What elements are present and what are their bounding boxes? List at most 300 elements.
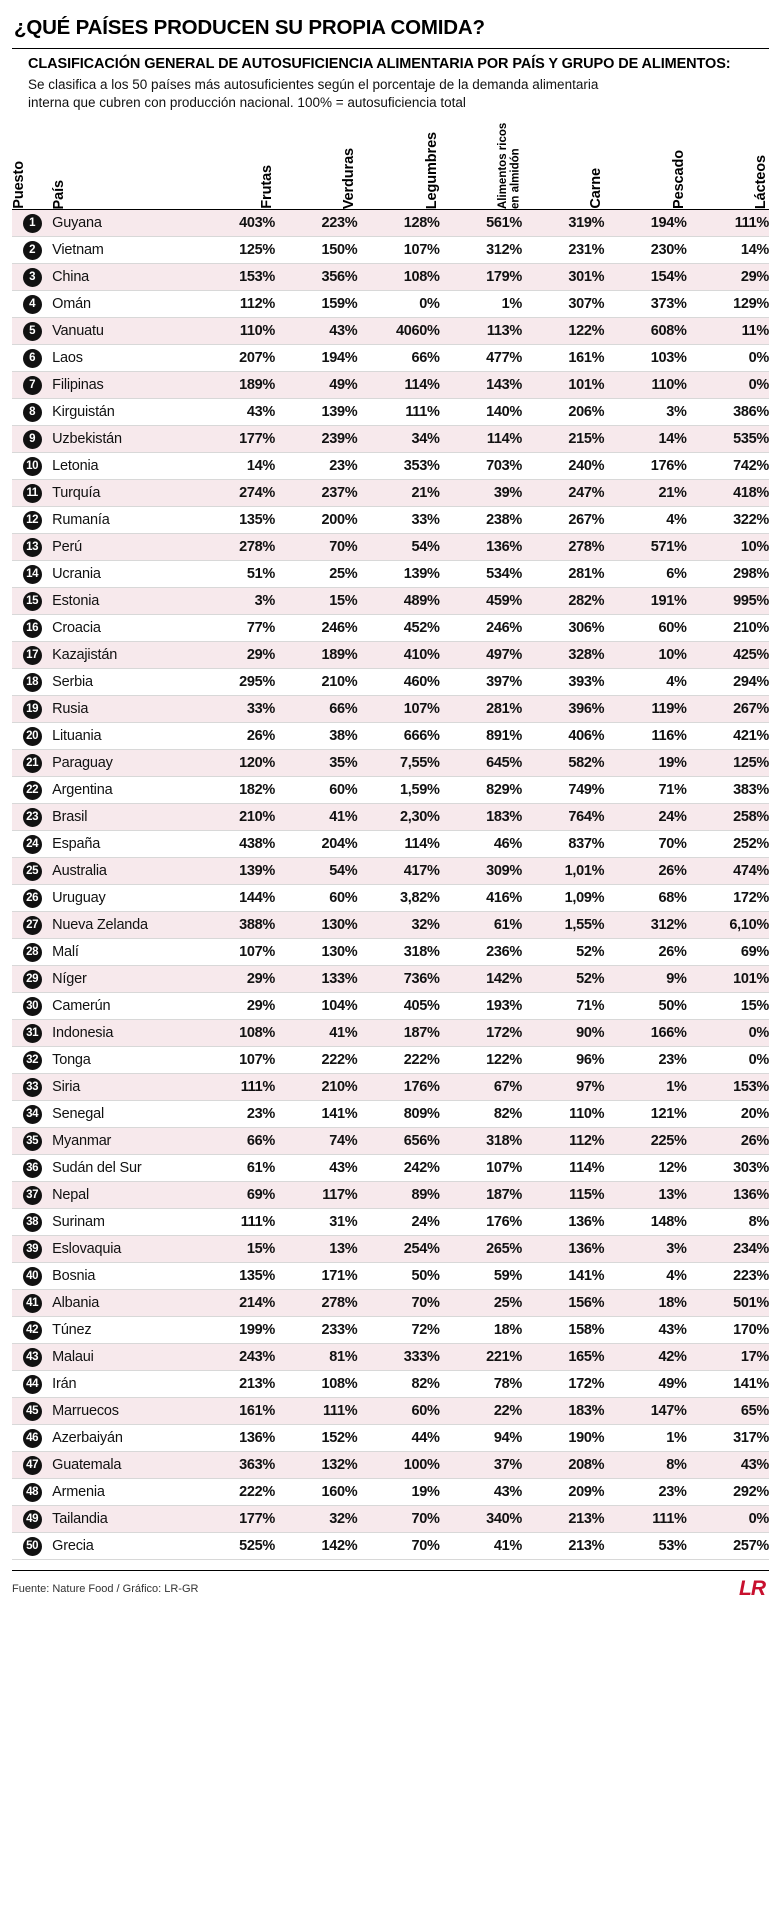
- value-cell: 477%: [440, 345, 522, 372]
- rank-badge: 37: [23, 1186, 42, 1205]
- table-row: [12, 723, 769, 750]
- value-cell: 317%: [687, 1425, 769, 1452]
- ranking-table: [12, 117, 769, 1560]
- value-cell: 656%: [357, 1128, 439, 1155]
- value-cell: 32%: [357, 912, 439, 939]
- value-cell: 183%: [522, 1398, 604, 1425]
- table-row: [12, 1479, 769, 1506]
- value-cell: 12%: [604, 1155, 686, 1182]
- value-cell: 645%: [440, 750, 522, 777]
- value-cell: 303%: [687, 1155, 769, 1182]
- value-cell: 108%: [357, 264, 439, 291]
- value-cell: 33%: [193, 696, 275, 723]
- rank-cell: [12, 1128, 52, 1155]
- value-cell: 26%: [687, 1128, 769, 1155]
- country-cell: Sudán del Sur: [52, 1155, 193, 1182]
- value-cell: 35%: [275, 750, 357, 777]
- value-cell: 121%: [604, 1101, 686, 1128]
- value-cell: 0%: [687, 345, 769, 372]
- rank-badge: 12: [23, 511, 42, 530]
- value-cell: 60%: [275, 885, 357, 912]
- value-cell: 281%: [522, 561, 604, 588]
- value-cell: 70%: [275, 534, 357, 561]
- value-cell: 69%: [687, 939, 769, 966]
- country-cell: España: [52, 831, 193, 858]
- value-cell: 135%: [193, 1263, 275, 1290]
- value-cell: 114%: [357, 372, 439, 399]
- value-cell: 0%: [687, 1047, 769, 1074]
- value-cell: 318%: [440, 1128, 522, 1155]
- value-cell: 43%: [440, 1479, 522, 1506]
- value-cell: 119%: [604, 696, 686, 723]
- value-cell: 309%: [440, 858, 522, 885]
- value-cell: 8%: [604, 1452, 686, 1479]
- value-cell: 353%: [357, 453, 439, 480]
- country-cell: Senegal: [52, 1101, 193, 1128]
- country-cell: Argentina: [52, 777, 193, 804]
- value-cell: 70%: [357, 1506, 439, 1533]
- country-cell: Azerbaiyán: [52, 1425, 193, 1452]
- value-cell: 72%: [357, 1317, 439, 1344]
- value-cell: 318%: [357, 939, 439, 966]
- value-cell: 142%: [275, 1533, 357, 1560]
- rank-cell: [12, 1533, 52, 1560]
- value-cell: 246%: [275, 615, 357, 642]
- value-cell: 14%: [193, 453, 275, 480]
- value-cell: 54%: [357, 534, 439, 561]
- rank-cell: [12, 1236, 52, 1263]
- value-cell: 1%: [440, 291, 522, 318]
- value-cell: 82%: [357, 1371, 439, 1398]
- rank-badge: 40: [23, 1267, 42, 1286]
- value-cell: 6,10%: [687, 912, 769, 939]
- value-cell: 416%: [440, 885, 522, 912]
- country-cell: Níger: [52, 966, 193, 993]
- value-cell: 26%: [193, 723, 275, 750]
- rank-cell: [12, 1506, 52, 1533]
- value-cell: 0%: [687, 372, 769, 399]
- value-cell: 66%: [193, 1128, 275, 1155]
- value-cell: 231%: [522, 237, 604, 264]
- value-cell: 122%: [522, 318, 604, 345]
- value-cell: 213%: [193, 1371, 275, 1398]
- rank-badge: 6: [23, 349, 42, 368]
- value-cell: 837%: [522, 831, 604, 858]
- value-cell: 172%: [440, 1020, 522, 1047]
- value-cell: 150%: [275, 237, 357, 264]
- rank-cell: [12, 858, 52, 885]
- value-cell: 43%: [275, 318, 357, 345]
- value-cell: 383%: [687, 777, 769, 804]
- country-cell: Tonga: [52, 1047, 193, 1074]
- rank-cell: [12, 1317, 52, 1344]
- rank-cell: [12, 588, 52, 615]
- rank-badge: 36: [23, 1159, 42, 1178]
- table-row: [12, 1452, 769, 1479]
- rank-badge: 11: [23, 484, 42, 503]
- value-cell: 18%: [604, 1290, 686, 1317]
- value-cell: 405%: [357, 993, 439, 1020]
- rank-cell: [12, 318, 52, 345]
- value-cell: 438%: [193, 831, 275, 858]
- rank-cell: [12, 561, 52, 588]
- table-row: [12, 1344, 769, 1371]
- value-cell: 136%: [522, 1236, 604, 1263]
- value-cell: 29%: [193, 993, 275, 1020]
- value-cell: 41%: [275, 1020, 357, 1047]
- value-cell: 307%: [522, 291, 604, 318]
- rank-badge: 43: [23, 1348, 42, 1367]
- value-cell: 239%: [275, 426, 357, 453]
- value-cell: 247%: [522, 480, 604, 507]
- value-cell: 7,55%: [357, 750, 439, 777]
- value-cell: 194%: [604, 210, 686, 237]
- value-cell: 222%: [357, 1047, 439, 1074]
- value-cell: 183%: [440, 804, 522, 831]
- table-row: [12, 1155, 769, 1182]
- value-cell: 111%: [275, 1398, 357, 1425]
- table-row: [12, 966, 769, 993]
- value-cell: 189%: [275, 642, 357, 669]
- column-label-rank: Puesto: [11, 161, 27, 209]
- country-cell: Uruguay: [52, 885, 193, 912]
- value-cell: 46%: [440, 831, 522, 858]
- rank-badge: 48: [23, 1483, 42, 1502]
- value-cell: 70%: [604, 831, 686, 858]
- table-row: [12, 1101, 769, 1128]
- value-cell: 136%: [522, 1209, 604, 1236]
- value-cell: 535%: [687, 426, 769, 453]
- table-row: [12, 1371, 769, 1398]
- value-cell: 34%: [357, 426, 439, 453]
- value-cell: 221%: [440, 1344, 522, 1371]
- table-row: [12, 588, 769, 615]
- value-cell: 103%: [604, 345, 686, 372]
- rank-badge: 23: [23, 808, 42, 827]
- value-cell: 1,01%: [522, 858, 604, 885]
- value-cell: 115%: [522, 1182, 604, 1209]
- rank-badge: 26: [23, 889, 42, 908]
- rank-cell: [12, 1155, 52, 1182]
- table-row: [12, 318, 769, 345]
- value-cell: 278%: [522, 534, 604, 561]
- value-cell: 187%: [440, 1182, 522, 1209]
- value-cell: 108%: [193, 1020, 275, 1047]
- rank-cell: [12, 291, 52, 318]
- value-cell: 208%: [522, 1452, 604, 1479]
- table-row: [12, 993, 769, 1020]
- value-cell: 312%: [604, 912, 686, 939]
- table-row: [12, 372, 769, 399]
- value-cell: 67%: [440, 1074, 522, 1101]
- value-cell: 298%: [687, 561, 769, 588]
- table-row: [12, 561, 769, 588]
- column-header-starchy: [440, 117, 522, 210]
- value-cell: 243%: [193, 1344, 275, 1371]
- country-cell: Ucrania: [52, 561, 193, 588]
- table-row: [12, 1398, 769, 1425]
- rank-cell: [12, 1047, 52, 1074]
- value-cell: 474%: [687, 858, 769, 885]
- rank-badge: 20: [23, 727, 42, 746]
- value-cell: 171%: [275, 1263, 357, 1290]
- value-cell: 9%: [604, 966, 686, 993]
- rank-cell: [12, 885, 52, 912]
- country-cell: Marruecos: [52, 1398, 193, 1425]
- value-cell: 190%: [522, 1425, 604, 1452]
- value-cell: 43%: [275, 1155, 357, 1182]
- value-cell: 534%: [440, 561, 522, 588]
- value-cell: 206%: [522, 399, 604, 426]
- table-row: [12, 939, 769, 966]
- value-cell: 29%: [193, 642, 275, 669]
- table-body: [12, 210, 769, 1560]
- rank-cell: [12, 993, 52, 1020]
- value-cell: 113%: [440, 318, 522, 345]
- value-cell: 114%: [522, 1155, 604, 1182]
- value-cell: 3%: [604, 399, 686, 426]
- table-row: [12, 264, 769, 291]
- value-cell: 393%: [522, 669, 604, 696]
- value-cell: 204%: [275, 831, 357, 858]
- rank-badge: 41: [23, 1294, 42, 1313]
- value-cell: 111%: [193, 1209, 275, 1236]
- rank-badge: 4: [23, 295, 42, 314]
- value-cell: 111%: [687, 210, 769, 237]
- table-row: [12, 345, 769, 372]
- value-cell: 363%: [193, 1452, 275, 1479]
- value-cell: 410%: [357, 642, 439, 669]
- value-cell: 147%: [604, 1398, 686, 1425]
- rank-badge: 28: [23, 943, 42, 962]
- value-cell: 161%: [522, 345, 604, 372]
- country-cell: Bosnia: [52, 1263, 193, 1290]
- column-header-rank: [12, 117, 52, 210]
- value-cell: 52%: [522, 939, 604, 966]
- value-cell: 81%: [275, 1344, 357, 1371]
- value-cell: 120%: [193, 750, 275, 777]
- value-cell: 582%: [522, 750, 604, 777]
- value-cell: 172%: [522, 1371, 604, 1398]
- rank-cell: [12, 642, 52, 669]
- value-cell: 246%: [440, 615, 522, 642]
- value-cell: 111%: [193, 1074, 275, 1101]
- value-cell: 340%: [440, 1506, 522, 1533]
- table-row: [12, 534, 769, 561]
- country-cell: Letonia: [52, 453, 193, 480]
- value-cell: 43%: [193, 399, 275, 426]
- value-cell: 110%: [604, 372, 686, 399]
- rank-cell: [12, 696, 52, 723]
- value-cell: 25%: [275, 561, 357, 588]
- value-cell: 41%: [275, 804, 357, 831]
- value-cell: 417%: [357, 858, 439, 885]
- table-row: [12, 885, 769, 912]
- country-cell: Estonia: [52, 588, 193, 615]
- table-row: [12, 1074, 769, 1101]
- page-subtitle: CLASIFICACIÓN GENERAL DE AUTOSUFICIENCIA ALIMENTARIA POR PAÍS Y GRUPO DE ALIMENTOS:: [28, 56, 731, 72]
- value-cell: 23%: [275, 453, 357, 480]
- value-cell: 19%: [604, 750, 686, 777]
- title-divider: [12, 48, 769, 49]
- value-cell: 230%: [604, 237, 686, 264]
- value-cell: 114%: [357, 831, 439, 858]
- rank-badge: 33: [23, 1078, 42, 1097]
- value-cell: 17%: [687, 1344, 769, 1371]
- value-cell: 132%: [275, 1452, 357, 1479]
- value-cell: 159%: [275, 291, 357, 318]
- value-cell: 26%: [604, 939, 686, 966]
- value-cell: 135%: [193, 507, 275, 534]
- value-cell: 97%: [522, 1074, 604, 1101]
- rank-cell: [12, 777, 52, 804]
- value-cell: 172%: [687, 885, 769, 912]
- rank-badge: 19: [23, 700, 42, 719]
- value-cell: 199%: [193, 1317, 275, 1344]
- value-cell: 15%: [687, 993, 769, 1020]
- value-cell: 18%: [440, 1317, 522, 1344]
- value-cell: 189%: [193, 372, 275, 399]
- rank-badge: 13: [23, 538, 42, 557]
- value-cell: 110%: [193, 318, 275, 345]
- value-cell: 68%: [604, 885, 686, 912]
- value-cell: 29%: [687, 264, 769, 291]
- value-cell: 39%: [440, 480, 522, 507]
- rank-cell: [12, 615, 52, 642]
- value-cell: 161%: [193, 1398, 275, 1425]
- value-cell: 44%: [357, 1425, 439, 1452]
- value-cell: 107%: [357, 237, 439, 264]
- value-cell: 234%: [687, 1236, 769, 1263]
- rank-badge: 15: [23, 592, 42, 611]
- value-cell: 70%: [357, 1533, 439, 1560]
- value-cell: 238%: [440, 507, 522, 534]
- value-cell: 65%: [687, 1398, 769, 1425]
- value-cell: 125%: [193, 237, 275, 264]
- country-cell: Túnez: [52, 1317, 193, 1344]
- value-cell: 223%: [275, 210, 357, 237]
- country-cell: Camerún: [52, 993, 193, 1020]
- column-header-legumes: [357, 117, 439, 210]
- value-cell: 4%: [604, 507, 686, 534]
- country-cell: Eslovaquia: [52, 1236, 193, 1263]
- value-cell: 736%: [357, 966, 439, 993]
- country-cell: Malí: [52, 939, 193, 966]
- footer: [12, 1570, 769, 1601]
- value-cell: 608%: [604, 318, 686, 345]
- country-cell: Rumanía: [52, 507, 193, 534]
- column-header-country: [52, 117, 193, 210]
- value-cell: 94%: [440, 1425, 522, 1452]
- value-cell: 237%: [275, 480, 357, 507]
- table-row: [12, 1128, 769, 1155]
- value-cell: 222%: [275, 1047, 357, 1074]
- rank-badge: 18: [23, 673, 42, 692]
- country-cell: Rusia: [52, 696, 193, 723]
- value-cell: 0%: [357, 291, 439, 318]
- rank-cell: [12, 426, 52, 453]
- value-cell: 170%: [687, 1317, 769, 1344]
- rank-badge: 22: [23, 781, 42, 800]
- table-row: [12, 210, 769, 237]
- value-cell: 141%: [687, 1371, 769, 1398]
- rank-badge: 47: [23, 1456, 42, 1475]
- country-cell: Tailandia: [52, 1506, 193, 1533]
- value-cell: 156%: [522, 1290, 604, 1317]
- value-cell: 24%: [357, 1209, 439, 1236]
- value-cell: 242%: [357, 1155, 439, 1182]
- country-cell: Grecia: [52, 1533, 193, 1560]
- value-cell: 144%: [193, 885, 275, 912]
- value-cell: 207%: [193, 345, 275, 372]
- value-cell: 571%: [604, 534, 686, 561]
- rank-cell: [12, 912, 52, 939]
- value-cell: 143%: [440, 372, 522, 399]
- value-cell: 104%: [275, 993, 357, 1020]
- rank-cell: [12, 939, 52, 966]
- value-cell: 1%: [604, 1425, 686, 1452]
- table-row: [12, 1533, 769, 1560]
- value-cell: 107%: [440, 1155, 522, 1182]
- value-cell: 6%: [604, 561, 686, 588]
- value-cell: 403%: [193, 210, 275, 237]
- table-row: [12, 1506, 769, 1533]
- rank-badge: 14: [23, 565, 42, 584]
- value-cell: 23%: [604, 1047, 686, 1074]
- value-cell: 70%: [357, 1290, 439, 1317]
- rank-badge: 10: [23, 457, 42, 476]
- value-cell: 160%: [275, 1479, 357, 1506]
- value-cell: 78%: [440, 1371, 522, 1398]
- country-cell: Laos: [52, 345, 193, 372]
- value-cell: 295%: [193, 669, 275, 696]
- rank-badge: 29: [23, 970, 42, 989]
- column-label-fruits: Frutas: [259, 165, 276, 209]
- value-cell: 112%: [193, 291, 275, 318]
- publisher-logo: LR: [739, 1577, 765, 1600]
- rank-badge: 8: [23, 403, 42, 422]
- value-cell: 153%: [193, 264, 275, 291]
- country-cell: Lituania: [52, 723, 193, 750]
- value-cell: 210%: [687, 615, 769, 642]
- value-cell: 319%: [522, 210, 604, 237]
- value-cell: 1,09%: [522, 885, 604, 912]
- value-cell: 240%: [522, 453, 604, 480]
- value-cell: 278%: [193, 534, 275, 561]
- value-cell: 26%: [604, 858, 686, 885]
- rank-cell: [12, 480, 52, 507]
- value-cell: 281%: [440, 696, 522, 723]
- value-cell: 254%: [357, 1236, 439, 1263]
- rank-cell: [12, 669, 52, 696]
- rank-badge: 17: [23, 646, 42, 665]
- table-header: [12, 117, 769, 210]
- value-cell: 265%: [440, 1236, 522, 1263]
- table-row: [12, 399, 769, 426]
- rank-cell: [12, 210, 52, 237]
- value-cell: 292%: [687, 1479, 769, 1506]
- country-cell: Uzbekistán: [52, 426, 193, 453]
- value-cell: 312%: [440, 237, 522, 264]
- country-cell: Vanuatu: [52, 318, 193, 345]
- rank-cell: [12, 453, 52, 480]
- value-cell: 452%: [357, 615, 439, 642]
- rank-cell: [12, 750, 52, 777]
- rank-badge: 50: [23, 1537, 42, 1556]
- country-cell: Armenia: [52, 1479, 193, 1506]
- table-row: [12, 1263, 769, 1290]
- value-cell: 213%: [522, 1506, 604, 1533]
